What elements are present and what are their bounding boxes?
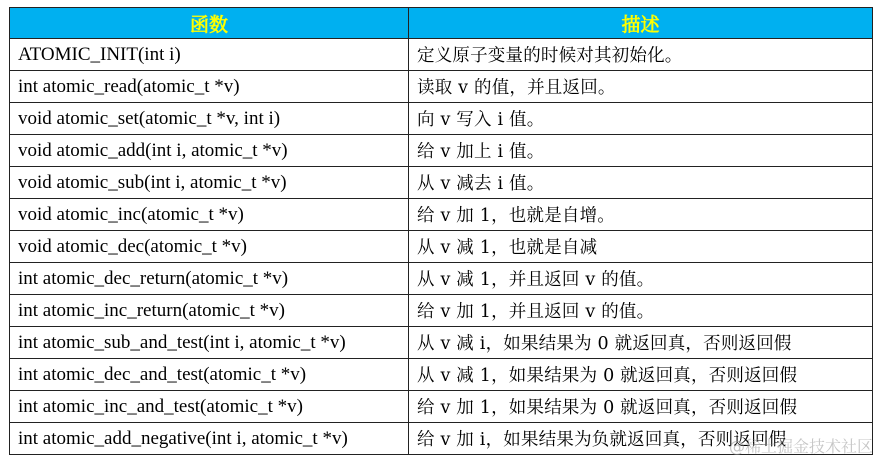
header-row	[10, 8, 873, 39]
description-cell: 给 v 加 1，也就是自增。	[409, 199, 873, 231]
function-cell: int atomic_inc_return(atomic_t *v)	[10, 295, 409, 327]
table-row	[10, 231, 873, 263]
description-cell: 定义原子变量的时候对其初始化。	[409, 39, 873, 71]
function-cell: void atomic_dec(atomic_t *v)	[10, 231, 409, 263]
table-row	[10, 391, 873, 423]
function-cell: void atomic_inc(atomic_t *v)	[10, 199, 409, 231]
description-cell: 从 v 减 1，也就是自减	[409, 231, 873, 263]
atomic-api-table	[9, 7, 873, 455]
table-row	[10, 295, 873, 327]
description-cell: 给 v 加 i，如果结果为负就返回真，否则返回假	[409, 423, 873, 455]
function-cell: void atomic_set(atomic_t *v, int i)	[10, 103, 409, 135]
function-cell: void atomic_add(int i, atomic_t *v)	[10, 135, 409, 167]
description-cell: 读取 v 的值，并且返回。	[409, 71, 873, 103]
table-row	[10, 359, 873, 391]
function-cell: int atomic_dec_and_test(atomic_t *v)	[10, 359, 409, 391]
function-cell: int atomic_sub_and_test(int i, atomic_t *v)	[10, 327, 409, 359]
table-body	[10, 39, 873, 455]
function-cell: void atomic_sub(int i, atomic_t *v)	[10, 167, 409, 199]
atomic-api-table-container	[9, 7, 873, 455]
table-row	[10, 71, 873, 103]
table-row	[10, 423, 873, 455]
function-cell: int atomic_add_negative(int i, atomic_t *v)	[10, 423, 409, 455]
description-cell: 向 v 写入 i 值。	[409, 103, 873, 135]
table-header	[10, 8, 873, 39]
table-row	[10, 263, 873, 295]
description-cell: 给 v 加 1，并且返回 v 的值。	[409, 295, 873, 327]
table-row	[10, 135, 873, 167]
function-cell: ATOMIC_INIT(int i)	[10, 39, 409, 71]
function-cell: int atomic_inc_and_test(atomic_t *v)	[10, 391, 409, 423]
header-function: 函数	[10, 8, 409, 39]
table-row	[10, 39, 873, 71]
function-cell: int atomic_read(atomic_t *v)	[10, 71, 409, 103]
description-cell: 从 v 减去 i 值。	[409, 167, 873, 199]
table-row	[10, 199, 873, 231]
header-description: 描述	[409, 8, 873, 39]
description-cell: 从 v 减 1，并且返回 v 的值。	[409, 263, 873, 295]
watermark-text: @稀土掘金技术社区	[728, 437, 873, 456]
table-row	[10, 167, 873, 199]
description-cell: 给 v 加上 i 值。	[409, 135, 873, 167]
table-row	[10, 103, 873, 135]
description-cell: 从 v 减 1，如果结果为 0 就返回真，否则返回假	[409, 359, 873, 391]
table-row	[10, 327, 873, 359]
description-cell: 从 v 减 i，如果结果为 0 就返回真，否则返回假	[409, 327, 873, 359]
function-cell: int atomic_dec_return(atomic_t *v)	[10, 263, 409, 295]
description-cell: 给 v 加 1，如果结果为 0 就返回真，否则返回假	[409, 391, 873, 423]
